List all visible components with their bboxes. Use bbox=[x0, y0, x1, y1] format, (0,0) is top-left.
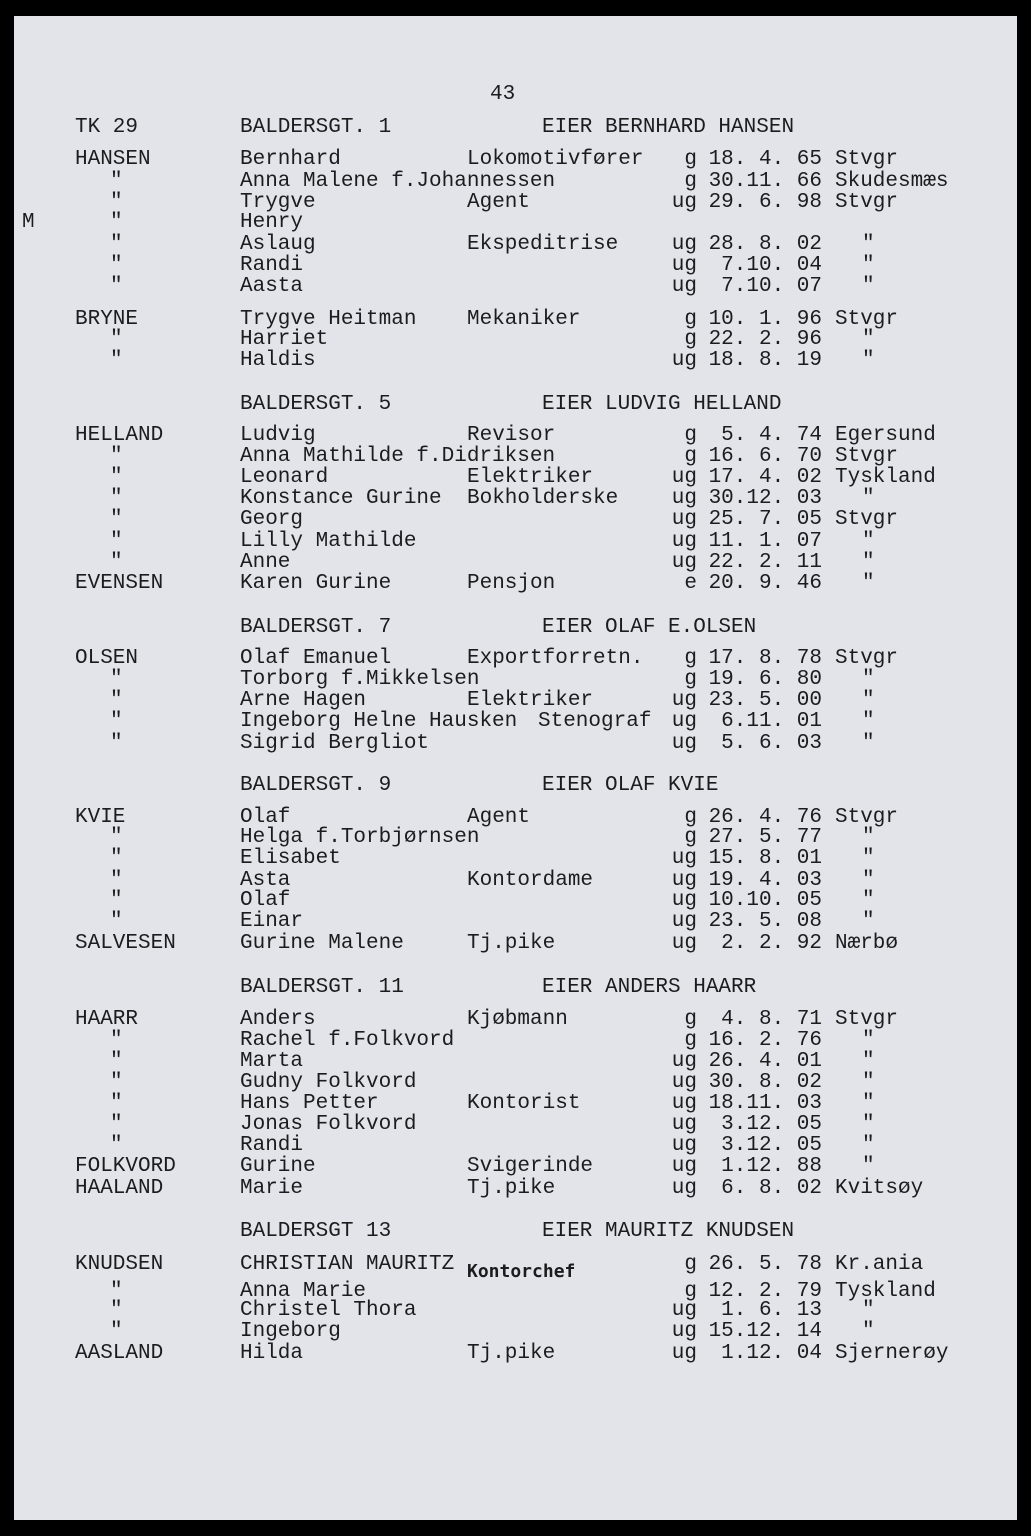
entry-given-name: Hilda bbox=[240, 1342, 304, 1365]
entry-given-name: Helga f.Torbjørnsen bbox=[240, 826, 480, 849]
entry-given-name: Sigrid Bergliot bbox=[240, 732, 430, 755]
entry-birth-date: 18.11. 03 bbox=[708, 1092, 822, 1115]
entry-surname: HELLAND bbox=[75, 424, 164, 447]
entry-occupation: Ekspeditrise bbox=[467, 233, 619, 256]
entry-surname: " bbox=[110, 1320, 123, 1343]
entry-birthplace: " bbox=[862, 233, 875, 256]
entry-marital-status: ug bbox=[671, 1113, 697, 1136]
section-address: BALDERSGT. 7 bbox=[240, 616, 392, 639]
entry-surname: " bbox=[110, 889, 123, 912]
entry-birth-date: 28. 8. 02 bbox=[708, 233, 822, 256]
entry-marital-status: ug bbox=[671, 710, 697, 733]
entry-given-name: Anna Malene f.Johannessen bbox=[240, 170, 556, 193]
entry-birth-date: 3.12. 05 bbox=[721, 1113, 822, 1136]
entry-given-name: Henry bbox=[240, 211, 304, 234]
entry-surname: " bbox=[110, 847, 123, 870]
entry-birth-date: 5. 6. 03 bbox=[721, 732, 822, 755]
entry-marital-status: ug bbox=[671, 1342, 697, 1365]
entry-given-name: Rachel f.Folkvord bbox=[240, 1029, 455, 1052]
entry-given-name: Olaf Emanuel bbox=[240, 647, 392, 670]
entry-occupation: Revisor bbox=[467, 424, 556, 447]
entry-marital-status: g bbox=[684, 445, 697, 468]
entry-birth-date: 10.10. 05 bbox=[708, 889, 822, 912]
entry-birthplace: Stvgr bbox=[835, 148, 899, 171]
entry-surname: BRYNE bbox=[75, 308, 139, 331]
entry-birthplace: Tyskland bbox=[835, 466, 936, 489]
entry-marital-status: ug bbox=[671, 233, 697, 256]
entry-given-name: Einar bbox=[240, 910, 304, 933]
entry-birth-date: 26. 4. 01 bbox=[708, 1050, 822, 1073]
entry-birthplace: Stvgr bbox=[835, 647, 899, 670]
entry-birthplace: " bbox=[862, 1071, 875, 1094]
entry-surname: KVIE bbox=[75, 806, 126, 829]
entry-given-name: Anna Mathilde f.Didriksen bbox=[240, 445, 556, 468]
section-owner: EIER OLAF E.OLSEN bbox=[542, 616, 757, 639]
entry-surname: AASLAND bbox=[75, 1342, 164, 1365]
entry-birthplace: Tyskland bbox=[835, 1280, 936, 1303]
entry-birth-date: 17. 8. 78 bbox=[708, 647, 822, 670]
entry-birthplace: " bbox=[862, 1050, 875, 1073]
entry-occupation: Bokholderske bbox=[467, 487, 619, 510]
entry-birthplace: Stvgr bbox=[835, 806, 899, 829]
entry-birthplace: " bbox=[862, 826, 875, 849]
page-number: 43 bbox=[490, 83, 516, 106]
entry-surname: " bbox=[110, 254, 123, 277]
entry-occupation: Pensjon bbox=[467, 572, 556, 595]
entry-given-name: Randi bbox=[240, 1134, 304, 1157]
entry-surname: " bbox=[110, 1050, 123, 1073]
entry-occupation: Kontorchef bbox=[467, 1261, 576, 1282]
entry-birthplace: " bbox=[862, 889, 875, 912]
entry-marital-status: ug bbox=[671, 1177, 697, 1200]
entry-marital-status: g bbox=[684, 1029, 697, 1052]
entry-given-name: Olaf bbox=[240, 889, 291, 912]
entry-surname: " bbox=[110, 233, 123, 256]
entry-marital-status: g bbox=[684, 424, 697, 447]
entry-surname: SALVESEN bbox=[75, 932, 176, 955]
entry-birthplace: " bbox=[862, 254, 875, 277]
entry-surname: " bbox=[110, 1113, 123, 1136]
entry-birth-date: 30.11. 66 bbox=[708, 170, 822, 193]
margin-mark: M bbox=[22, 211, 35, 234]
entry-occupation: Kontordame bbox=[467, 869, 594, 892]
entry-marital-status: ug bbox=[671, 466, 697, 489]
entry-birth-date: 16. 6. 70 bbox=[708, 445, 822, 468]
entry-surname: " bbox=[110, 551, 123, 574]
entry-birthplace: Stvgr bbox=[835, 508, 899, 531]
entry-birth-date: 5. 4. 74 bbox=[721, 424, 822, 447]
entry-given-name: Gurine bbox=[240, 1155, 316, 1178]
entry-marital-status: g bbox=[684, 148, 697, 171]
entry-marital-status: ug bbox=[671, 732, 697, 755]
entry-birthplace: Sjernerøy bbox=[835, 1342, 949, 1365]
entry-given-name: CHRISTIAN MAURITZ bbox=[240, 1253, 455, 1276]
entry-occupation: Elektriker bbox=[467, 689, 594, 712]
entry-marital-status: ug bbox=[671, 1050, 697, 1073]
entry-marital-status: ug bbox=[671, 508, 697, 531]
entry-birthplace: " bbox=[862, 668, 875, 691]
section-address: BALDERSGT. 9 bbox=[240, 774, 392, 797]
section-owner: EIER MAURITZ KNUDSEN bbox=[542, 1220, 795, 1243]
entry-birth-date: 18. 4. 65 bbox=[708, 148, 822, 171]
section-address: BALDERSGT. 5 bbox=[240, 393, 392, 416]
entry-given-name: Marta bbox=[240, 1050, 304, 1073]
entry-marital-status: ug bbox=[671, 910, 697, 933]
entry-given-name: Ingeborg Helne Hausken bbox=[240, 710, 518, 733]
entry-birthplace: " bbox=[862, 328, 875, 351]
entry-birthplace: " bbox=[862, 487, 875, 510]
entry-birthplace: " bbox=[862, 1029, 875, 1052]
entry-surname: KNUDSEN bbox=[75, 1253, 164, 1276]
entry-surname: " bbox=[110, 328, 123, 351]
entry-surname: HANSEN bbox=[75, 148, 151, 171]
entry-given-name: Torborg f.Mikkelsen bbox=[240, 668, 480, 691]
entry-birth-date: 30. 8. 02 bbox=[708, 1071, 822, 1094]
entry-given-name: Gudny Folkvord bbox=[240, 1071, 417, 1094]
entry-surname: " bbox=[110, 508, 123, 531]
entry-birth-date: 18. 8. 19 bbox=[708, 349, 822, 372]
entry-given-name: Leonard bbox=[240, 466, 329, 489]
entry-given-name: Haldis bbox=[240, 349, 316, 372]
entry-marital-status: g bbox=[684, 328, 697, 351]
entry-birth-date: 1.12. 88 bbox=[721, 1155, 822, 1178]
entry-birth-date: 19. 6. 80 bbox=[708, 668, 822, 691]
entry-marital-status: g bbox=[684, 1008, 697, 1031]
entry-birthplace: " bbox=[862, 1299, 875, 1322]
entry-given-name: Anna Marie bbox=[240, 1280, 367, 1303]
entry-marital-status: ug bbox=[671, 1134, 697, 1157]
entry-given-name: Olaf bbox=[240, 806, 291, 829]
entry-marital-status: ug bbox=[671, 1155, 697, 1178]
entry-given-name: Aslaug bbox=[240, 233, 316, 256]
entry-occupation: Kontorist bbox=[467, 1092, 581, 1115]
entry-marital-status: g bbox=[684, 806, 697, 829]
entry-birthplace: " bbox=[862, 1155, 875, 1178]
entry-birth-date: 7.10. 04 bbox=[721, 254, 822, 277]
entry-given-name: Konstance Gurine bbox=[240, 487, 442, 510]
section-owner: EIER ANDERS HAARR bbox=[542, 976, 757, 999]
entry-marital-status: ug bbox=[671, 275, 697, 298]
entry-birth-date: 3.12. 05 bbox=[721, 1134, 822, 1157]
entry-birth-date: 10. 1. 96 bbox=[708, 308, 822, 331]
entry-marital-status: ug bbox=[671, 1092, 697, 1115]
entry-surname: FOLKVORD bbox=[75, 1155, 176, 1178]
entry-given-name: Hans Petter bbox=[240, 1092, 379, 1115]
entry-birth-date: 22. 2. 96 bbox=[708, 328, 822, 351]
entry-occupation: Lokomotivfører bbox=[467, 148, 644, 171]
entry-birthplace: Stvgr bbox=[835, 308, 899, 331]
entry-occupation: Kjøbmann bbox=[467, 1008, 568, 1031]
entry-occupation: Stenograf bbox=[538, 710, 652, 733]
entry-birthplace: " bbox=[862, 847, 875, 870]
entry-surname: " bbox=[110, 487, 123, 510]
entry-marital-status: g bbox=[684, 668, 697, 691]
entry-birthplace: " bbox=[862, 349, 875, 372]
entry-marital-status: ug bbox=[671, 1071, 697, 1094]
entry-given-name: Jonas Folkvord bbox=[240, 1113, 417, 1136]
entry-birth-date: 15. 8. 01 bbox=[708, 847, 822, 870]
entry-birthplace: " bbox=[862, 1320, 875, 1343]
entry-given-name: Anders bbox=[240, 1008, 316, 1031]
entry-given-name: Gurine Malene bbox=[240, 932, 404, 955]
entry-birth-date: 17. 4. 02 bbox=[708, 466, 822, 489]
entry-birth-date: 27. 5. 77 bbox=[708, 826, 822, 849]
entry-birthplace: Kvitsøy bbox=[835, 1177, 924, 1200]
entry-marital-status: ug bbox=[671, 530, 697, 553]
entry-birthplace: " bbox=[862, 1113, 875, 1136]
entry-birth-date: 22. 2. 11 bbox=[708, 551, 822, 574]
entry-surname: " bbox=[110, 275, 123, 298]
entry-marital-status: ug bbox=[671, 869, 697, 892]
entry-birthplace: " bbox=[862, 530, 875, 553]
entry-given-name: Marie bbox=[240, 1177, 304, 1200]
section-owner: EIER BERNHARD HANSEN bbox=[542, 116, 795, 139]
entry-surname: " bbox=[110, 170, 123, 193]
entry-given-name: Bernhard bbox=[240, 148, 341, 171]
entry-given-name: Asta bbox=[240, 869, 291, 892]
entry-birth-date: 26. 4. 76 bbox=[708, 806, 822, 829]
entry-birth-date: 19. 4. 03 bbox=[708, 869, 822, 892]
entry-birth-date: 6. 8. 02 bbox=[721, 1177, 822, 1200]
entry-birth-date: 1. 6. 13 bbox=[721, 1299, 822, 1322]
entry-surname: " bbox=[110, 530, 123, 553]
section-owner: EIER OLAF KVIE bbox=[542, 774, 719, 797]
entry-surname: HAALAND bbox=[75, 1177, 164, 1200]
entry-given-name: Trygve bbox=[240, 191, 316, 214]
entry-surname: " bbox=[110, 1029, 123, 1052]
entry-marital-status: ug bbox=[671, 349, 697, 372]
entry-birthplace: Egersund bbox=[835, 424, 936, 447]
entry-given-name: Harriet bbox=[240, 328, 329, 351]
entry-given-name: Lilly Mathilde bbox=[240, 530, 417, 553]
entry-surname: " bbox=[110, 349, 123, 372]
entry-surname: " bbox=[110, 910, 123, 933]
entry-given-name: Trygve Heitman bbox=[240, 308, 417, 331]
entry-birthplace: " bbox=[862, 710, 875, 733]
entry-birthplace: " bbox=[862, 689, 875, 712]
entry-birth-date: 25. 7. 05 bbox=[708, 508, 822, 531]
section-address: BALDERSGT. 11 bbox=[240, 976, 404, 999]
entry-marital-status: ug bbox=[671, 1299, 697, 1322]
entry-marital-status: ug bbox=[671, 689, 697, 712]
entry-birth-date: 1.12. 04 bbox=[721, 1342, 822, 1365]
entry-occupation: Tj.pike bbox=[467, 1177, 556, 1200]
entry-occupation: Svigerinde bbox=[467, 1155, 594, 1178]
entry-marital-status: e bbox=[684, 572, 697, 595]
entry-occupation: Exportforretn. bbox=[467, 647, 644, 670]
entry-surname: " bbox=[110, 732, 123, 755]
entry-surname: " bbox=[110, 710, 123, 733]
entry-birthplace: " bbox=[862, 1134, 875, 1157]
entry-surname: OLSEN bbox=[75, 647, 139, 670]
entry-surname: " bbox=[110, 191, 123, 214]
entry-given-name: Aasta bbox=[240, 275, 304, 298]
entry-surname: HAARR bbox=[75, 1008, 139, 1031]
entry-surname: " bbox=[110, 211, 123, 234]
entry-surname: " bbox=[110, 869, 123, 892]
entry-surname: " bbox=[110, 668, 123, 691]
entry-birth-date: 12. 2. 79 bbox=[708, 1280, 822, 1303]
entry-marital-status: g bbox=[684, 826, 697, 849]
entry-birthplace: Stvgr bbox=[835, 445, 899, 468]
entry-surname: " bbox=[110, 826, 123, 849]
entry-birth-date: 29. 6. 98 bbox=[708, 191, 822, 214]
entry-given-name: Randi bbox=[240, 254, 304, 277]
entry-marital-status: ug bbox=[671, 932, 697, 955]
entry-birthplace: " bbox=[862, 1092, 875, 1115]
entry-marital-status: ug bbox=[671, 551, 697, 574]
entry-birth-date: 26. 5. 78 bbox=[708, 1253, 822, 1276]
entry-birthplace: Stvgr bbox=[835, 1008, 899, 1031]
entry-surname: " bbox=[110, 1092, 123, 1115]
entry-marital-status: ug bbox=[671, 1320, 697, 1343]
entry-birthplace: " bbox=[862, 572, 875, 595]
entry-birthplace: Stvgr bbox=[835, 191, 899, 214]
entry-marital-status: g bbox=[684, 170, 697, 193]
entry-occupation: Tj.pike bbox=[467, 932, 556, 955]
entry-birth-date: 6.11. 01 bbox=[721, 710, 822, 733]
entry-birth-date: 16. 2. 76 bbox=[708, 1029, 822, 1052]
entry-birth-date: 23. 5. 00 bbox=[708, 689, 822, 712]
entry-given-name: Elisabet bbox=[240, 847, 341, 870]
entry-birth-date: 20. 9. 46 bbox=[708, 572, 822, 595]
section-address: BALDERSGT. 1 bbox=[240, 116, 392, 139]
doc-reference: TK 29 bbox=[75, 116, 139, 139]
entry-surname: " bbox=[110, 689, 123, 712]
entry-birthplace: " bbox=[862, 732, 875, 755]
entry-marital-status: ug bbox=[671, 487, 697, 510]
entry-occupation: Agent bbox=[467, 191, 531, 214]
entry-marital-status: g bbox=[684, 1253, 697, 1276]
entry-marital-status: ug bbox=[671, 889, 697, 912]
entry-birth-date: 2. 2. 92 bbox=[721, 932, 822, 955]
section-owner: EIER LUDVIG HELLAND bbox=[542, 393, 782, 416]
entry-birthplace: Nærbø bbox=[835, 932, 899, 955]
entry-birthplace: Skudesmæs bbox=[835, 170, 949, 193]
entry-birth-date: 15.12. 14 bbox=[708, 1320, 822, 1343]
entry-occupation: Elektriker bbox=[467, 466, 594, 489]
entry-given-name: Christel Thora bbox=[240, 1299, 417, 1322]
entry-surname: EVENSEN bbox=[75, 572, 164, 595]
entry-surname: " bbox=[110, 466, 123, 489]
entry-birth-date: 30.12. 03 bbox=[708, 487, 822, 510]
entry-marital-status: ug bbox=[671, 847, 697, 870]
entry-surname: " bbox=[110, 1134, 123, 1157]
entry-surname: " bbox=[110, 445, 123, 468]
section-address: BALDERSGT 13 bbox=[240, 1220, 392, 1243]
entry-given-name: Anne bbox=[240, 551, 291, 574]
entry-occupation: Agent bbox=[467, 806, 531, 829]
entry-marital-status: g bbox=[684, 1280, 697, 1303]
entry-given-name: Arne Hagen bbox=[240, 689, 367, 712]
entry-birthplace: " bbox=[862, 275, 875, 298]
entry-surname: " bbox=[110, 1299, 123, 1322]
entry-birth-date: 11. 1. 07 bbox=[708, 530, 822, 553]
entry-birth-date: 7.10. 07 bbox=[721, 275, 822, 298]
entry-birthplace: " bbox=[862, 869, 875, 892]
entry-given-name: Ludvig bbox=[240, 424, 316, 447]
entry-given-name: Karen Gurine bbox=[240, 572, 392, 595]
entry-birthplace: " bbox=[862, 551, 875, 574]
entry-surname: " bbox=[110, 1071, 123, 1094]
entry-surname: " bbox=[110, 1280, 123, 1303]
entry-birthplace: Kr.ania bbox=[835, 1253, 924, 1276]
entry-marital-status: ug bbox=[671, 254, 697, 277]
entry-marital-status: g bbox=[684, 308, 697, 331]
entry-occupation: Tj.pike bbox=[467, 1342, 556, 1365]
entry-occupation: Mekaniker bbox=[467, 308, 581, 331]
entry-given-name: Ingeborg bbox=[240, 1320, 341, 1343]
entry-birth-date: 23. 5. 08 bbox=[708, 910, 822, 933]
entry-marital-status: ug bbox=[671, 191, 697, 214]
entry-birth-date: 4. 8. 71 bbox=[721, 1008, 822, 1031]
entry-birthplace: " bbox=[862, 910, 875, 933]
entry-given-name: Georg bbox=[240, 508, 304, 531]
entry-marital-status: g bbox=[684, 647, 697, 670]
